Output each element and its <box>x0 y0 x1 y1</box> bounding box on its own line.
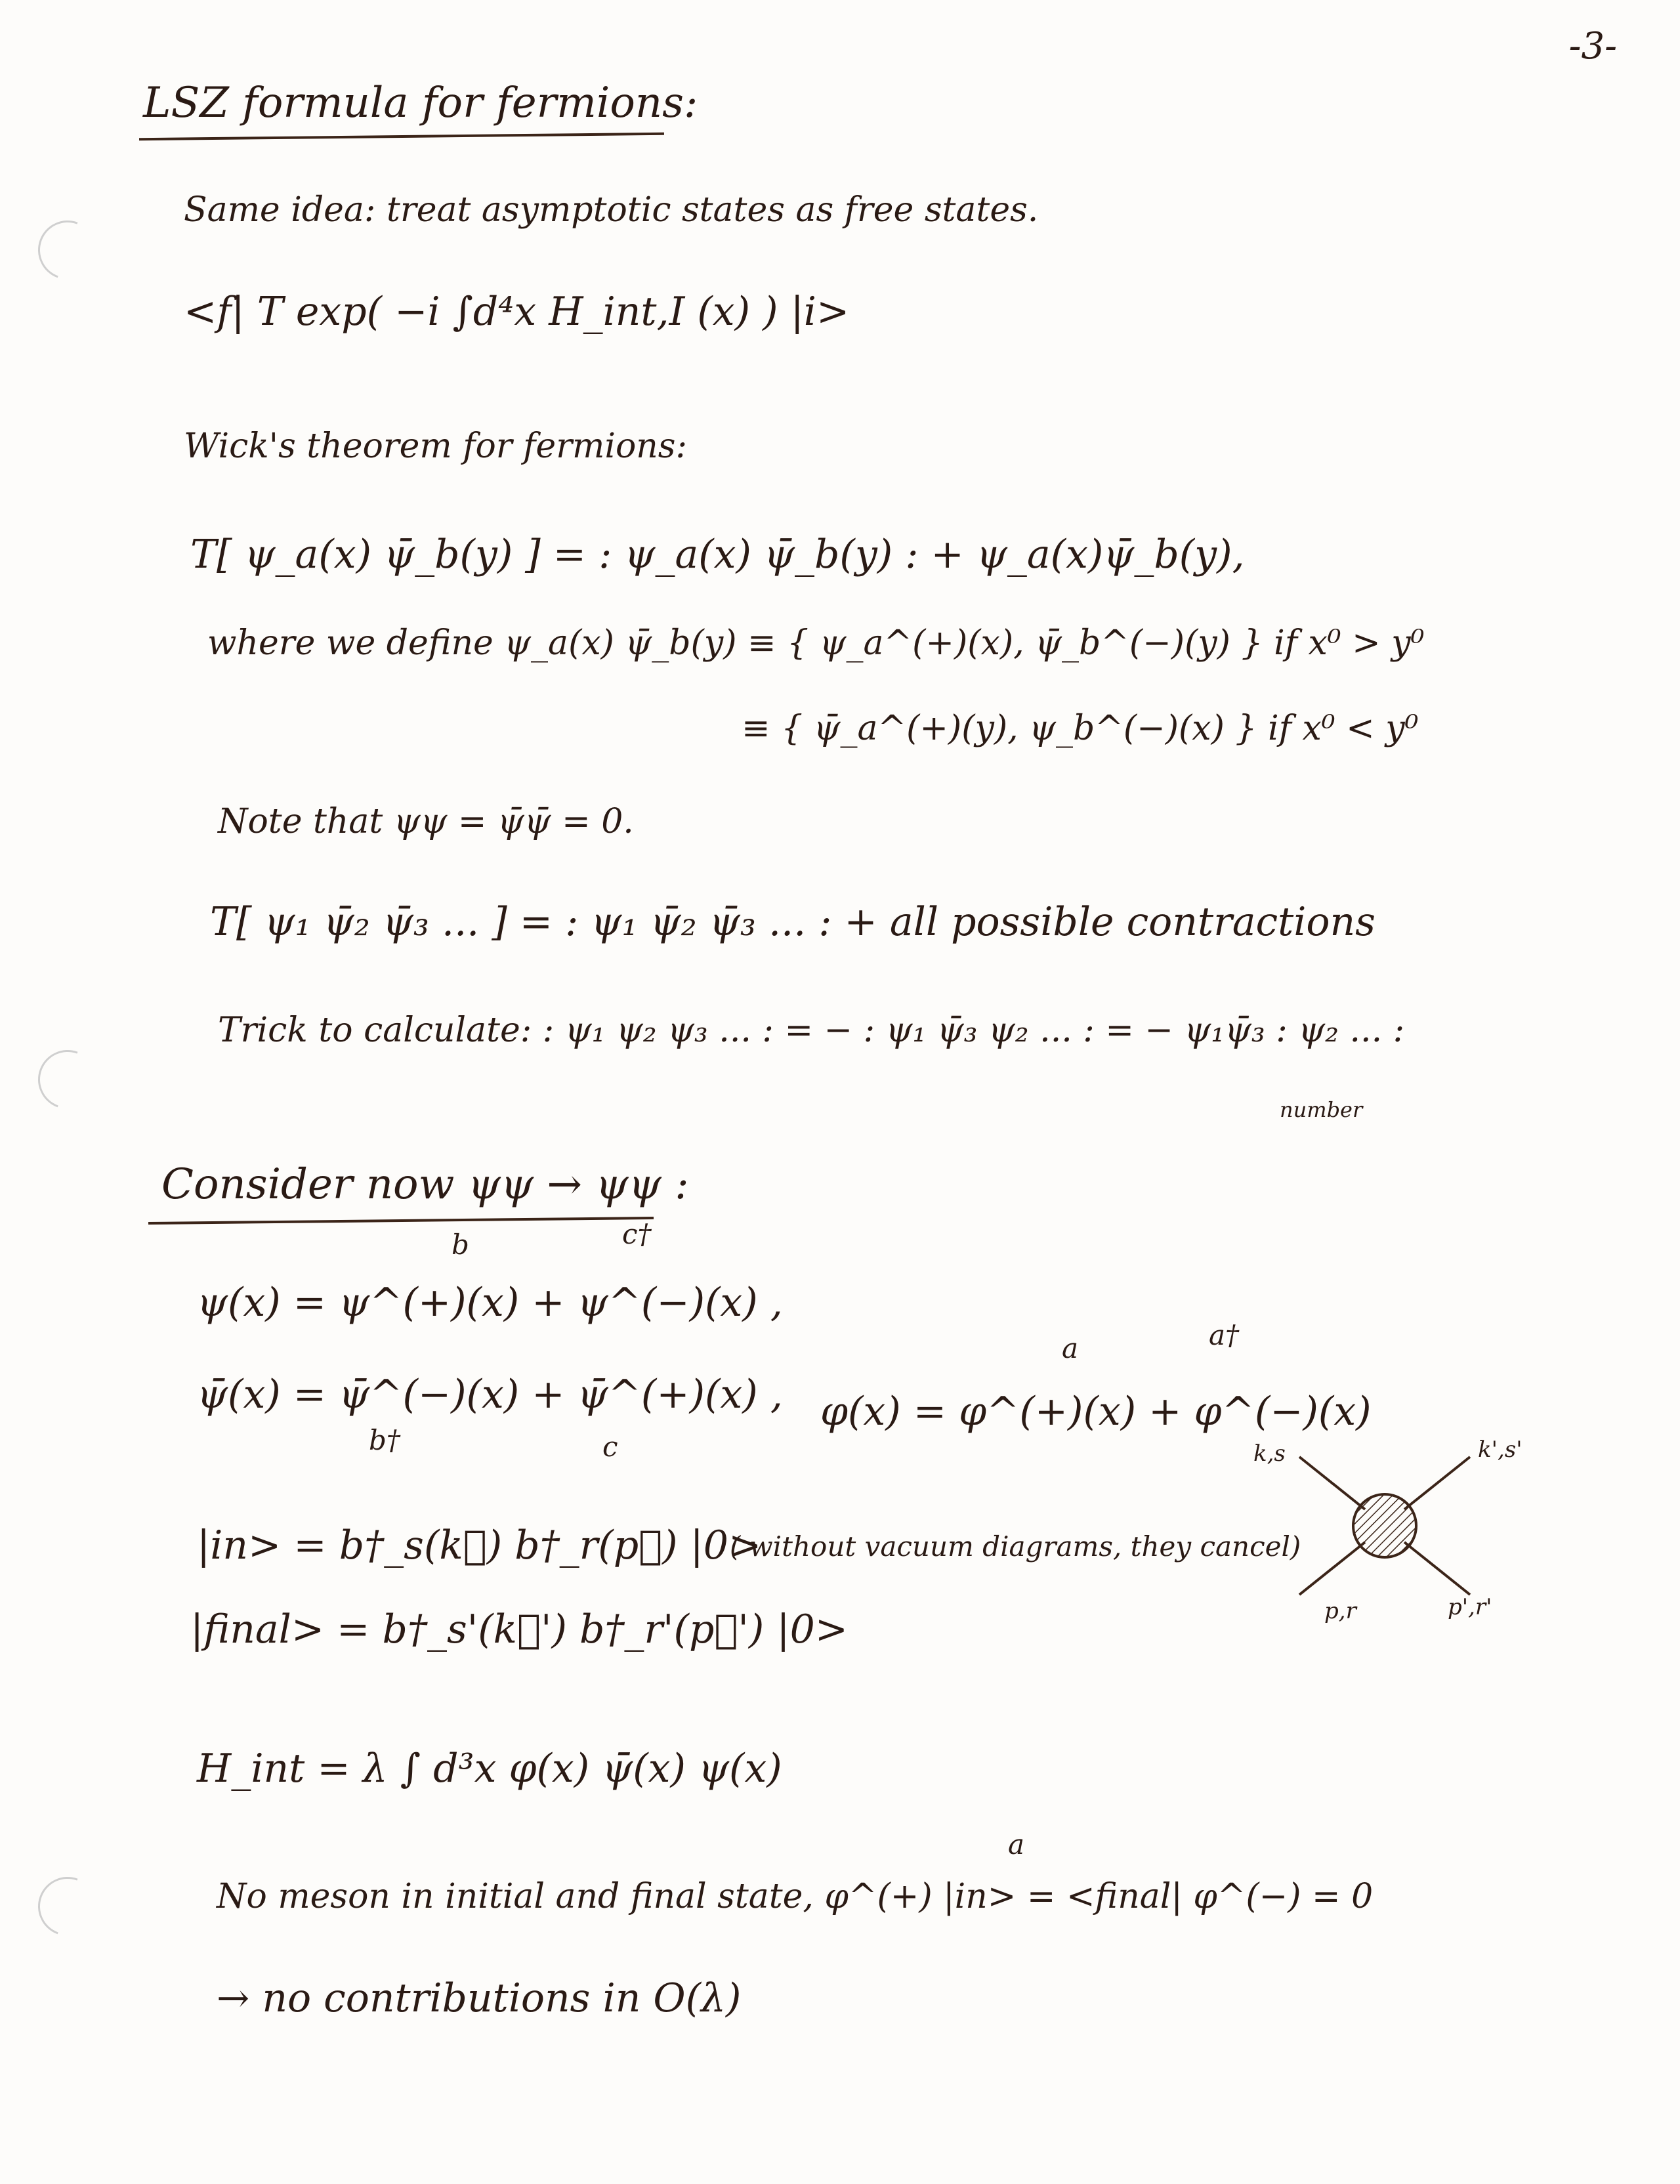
punch-hole-bottom <box>28 1867 107 1946</box>
heading-underline-2 <box>148 1217 654 1225</box>
psibar-c-label: c <box>602 1431 618 1463</box>
vertex-blob <box>1353 1494 1416 1557</box>
scattering-diagram <box>1234 1431 1549 1628</box>
label-p-r: p,r <box>1324 1598 1356 1624</box>
label-pp-rp: p',r' <box>1448 1594 1492 1620</box>
psi-plus-b-label: b <box>452 1228 469 1261</box>
number-label: number <box>1280 1097 1363 1122</box>
punch-hole-middle <box>28 1040 107 1119</box>
same-idea-text: Same idea: treat asymptotic states as free states. <box>184 190 1039 230</box>
outgoing-line-pp <box>1404 1542 1470 1595</box>
punch-hole-top <box>28 211 107 289</box>
psi-minus-ct-label: c† <box>622 1218 652 1250</box>
in-state-note: ( without vacuum diagrams, they cancel) <box>730 1530 1301 1563</box>
wick-theorem-title: Wick's theorem for fermions: <box>184 427 687 466</box>
label-k-s: k,s <box>1253 1440 1286 1467</box>
no-contributions: → no contributions in O(λ) <box>217 1975 742 2021</box>
final-state: |final> = b†_s'(k⃗') b†_r'(p⃗') |0> <box>190 1606 849 1652</box>
psibar-decomposition: ψ̄(x) = ψ̄^(−)(x) + ψ̄^(+)(x) , <box>197 1372 783 1418</box>
amplitude-equation: <f| T exp( −i ∫d⁴x H_int,I (x) ) |i> <box>184 289 850 335</box>
psi-decomposition: ψ(x) = ψ^(+)(x) + ψ^(−)(x) , <box>197 1280 783 1326</box>
note-contraction-zero: Note that ψψ = ψ̄ψ̄ = 0. <box>218 802 634 841</box>
in-state: |in> = b†_s(k⃗) b†_r(p⃗) |0> <box>197 1522 762 1568</box>
phi-at-label: a† <box>1209 1319 1240 1351</box>
interaction-hamiltonian: H_int = λ ∫ d³x φ(x) ψ̄(x) ψ(x) <box>197 1746 782 1792</box>
contraction-definition-2: ≡ { ψ̄_a^(+)(y), ψ_b^(−)(x) } if x⁰ < y⁰ <box>742 709 1419 748</box>
wick-equation: T[ ψ_a(x) ψ̄_b(y) ] = : ψ_a(x) ψ̄_b(y) : + ψ_a(x)ψ̄_b(y), <box>190 532 1245 578</box>
page-number: -3- <box>1568 25 1617 68</box>
incoming-line-k <box>1299 1457 1365 1509</box>
time-ordered-product: T[ ψ₁ ψ̄₂ ψ̄₃ ... ] = : ψ₁ ψ̄₂ ψ̄₃ ... : + all possible contractions <box>210 899 1376 945</box>
psibar-bt-label: b† <box>369 1424 400 1456</box>
label-kp-sp: k',s' <box>1478 1437 1522 1463</box>
phi-decomposition: φ(x) = φ^(+)(x) + φ^(−)(x) <box>820 1389 1372 1435</box>
contraction-definition: where we define ψ_a(x) ψ̄_b(y) ≡ { ψ_a^(+)(x), ψ̄_b^(−)(y) } if x⁰ > y⁰ <box>207 623 1425 663</box>
heading-consider-now: Consider now ψψ → ψψ : <box>161 1160 689 1209</box>
no-meson-statement: No meson in initial and final state, φ^(+) |in> = <final| φ^(−) = 0 <box>217 1877 1374 1916</box>
phi-a-label: a <box>1062 1332 1079 1364</box>
trick-to-calculate: Trick to calculate: : ψ₁ ψ₂ ψ₃ ... : = − : ψ₁ ψ̄₃ ψ₂ ... : = − ψ₁ψ̄₃ : ψ₂ ... : <box>218 1011 1405 1050</box>
outgoing-line-kp <box>1404 1457 1470 1509</box>
no-meson-a-label: a <box>1008 1828 1025 1860</box>
heading-underline-1 <box>139 133 664 140</box>
heading-lsz-fermions: LSZ formula for fermions: <box>143 79 698 127</box>
incoming-line-p <box>1299 1542 1365 1595</box>
